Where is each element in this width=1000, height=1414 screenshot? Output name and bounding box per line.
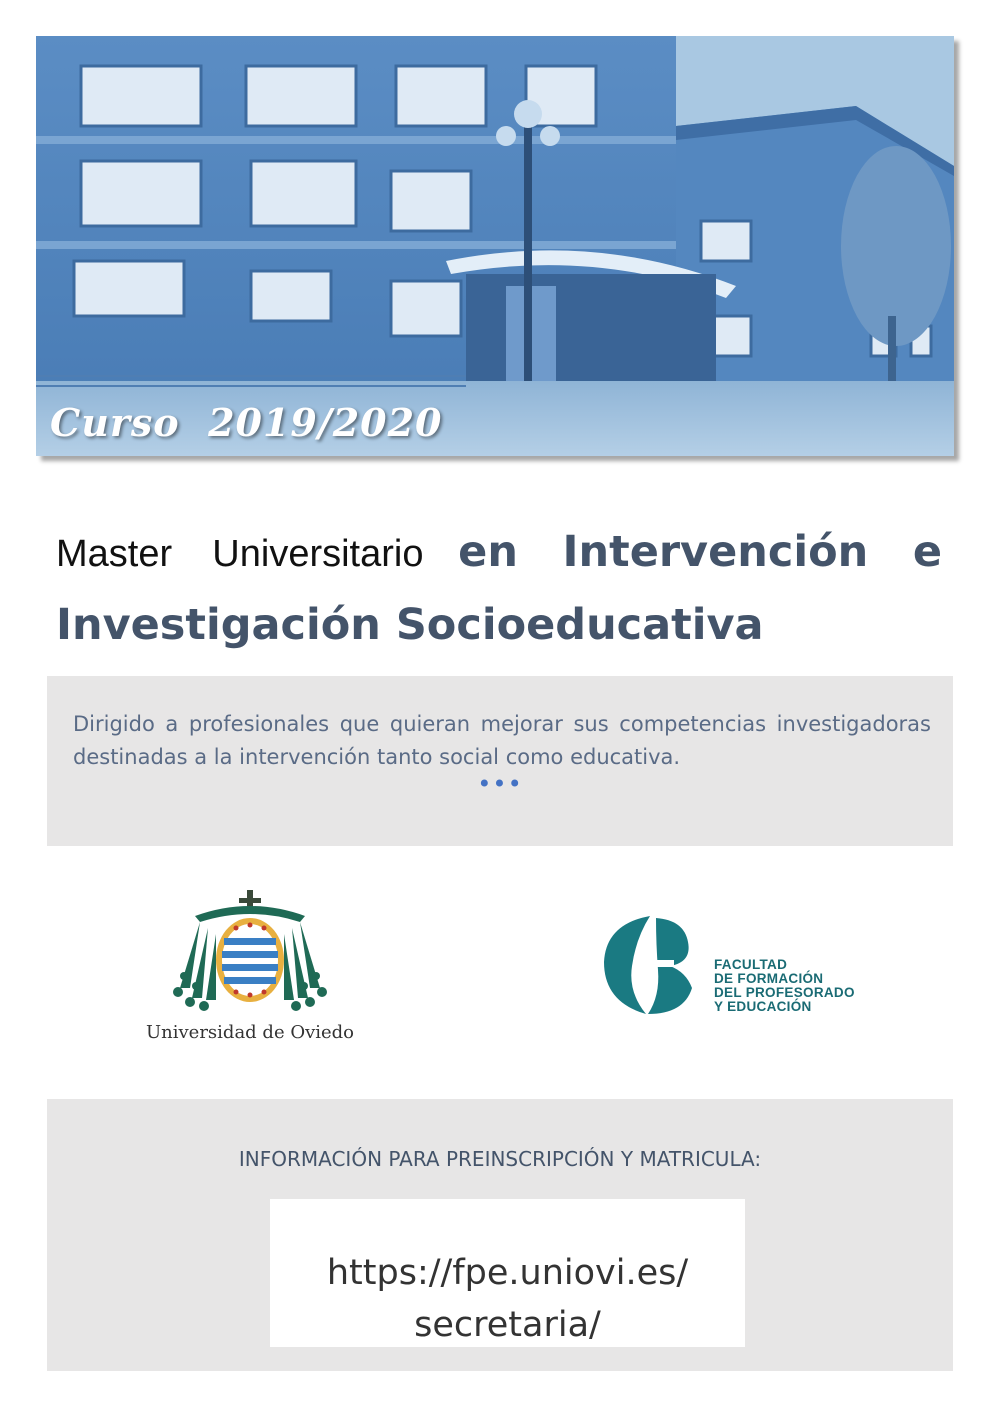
coat-of-arms-icon (140, 888, 360, 1018)
url-card (270, 1199, 745, 1347)
fp-logo-icon (598, 910, 708, 1020)
faculty-name (714, 958, 855, 1014)
title-prefix: Master Universitario (56, 533, 424, 575)
url-line: https://fpe.uniovi.es/ (326, 1253, 689, 1293)
info-heading: INFORMACIÓN PARA PREINSCRIPCIÓN Y MATRICULA: (238, 1147, 762, 1171)
info-panel (47, 1099, 953, 1371)
hero-image (36, 36, 954, 456)
ellipsis-dots: ••• (477, 770, 523, 798)
university-name: Universidad de Oviedo (145, 1022, 355, 1043)
title-program: en Intervención e Investigación Socioeducativa (56, 527, 942, 650)
course-year-caption: Curso 2019/2020 (50, 400, 443, 445)
faculty-logo (598, 910, 878, 1020)
faculty-line: DEL PROFESORADO (714, 985, 855, 1000)
building-photo (36, 36, 954, 456)
url-line: secretaria/ (414, 1305, 601, 1345)
secretaria-link[interactable] (270, 1247, 745, 1351)
faculty-line: Y EDUCACIÓN (714, 999, 812, 1014)
university-logo (140, 888, 360, 1048)
description-panel (47, 676, 953, 846)
description-text: Dirigido a profesionales que quieran mejorar sus competencias investigadoras destinadas a la intervención tanto social como educativa. (73, 712, 931, 769)
faculty-line: DE FORMACIÓN (714, 971, 824, 986)
faculty-line: FACULTAD (714, 957, 788, 972)
page-title (56, 520, 942, 666)
